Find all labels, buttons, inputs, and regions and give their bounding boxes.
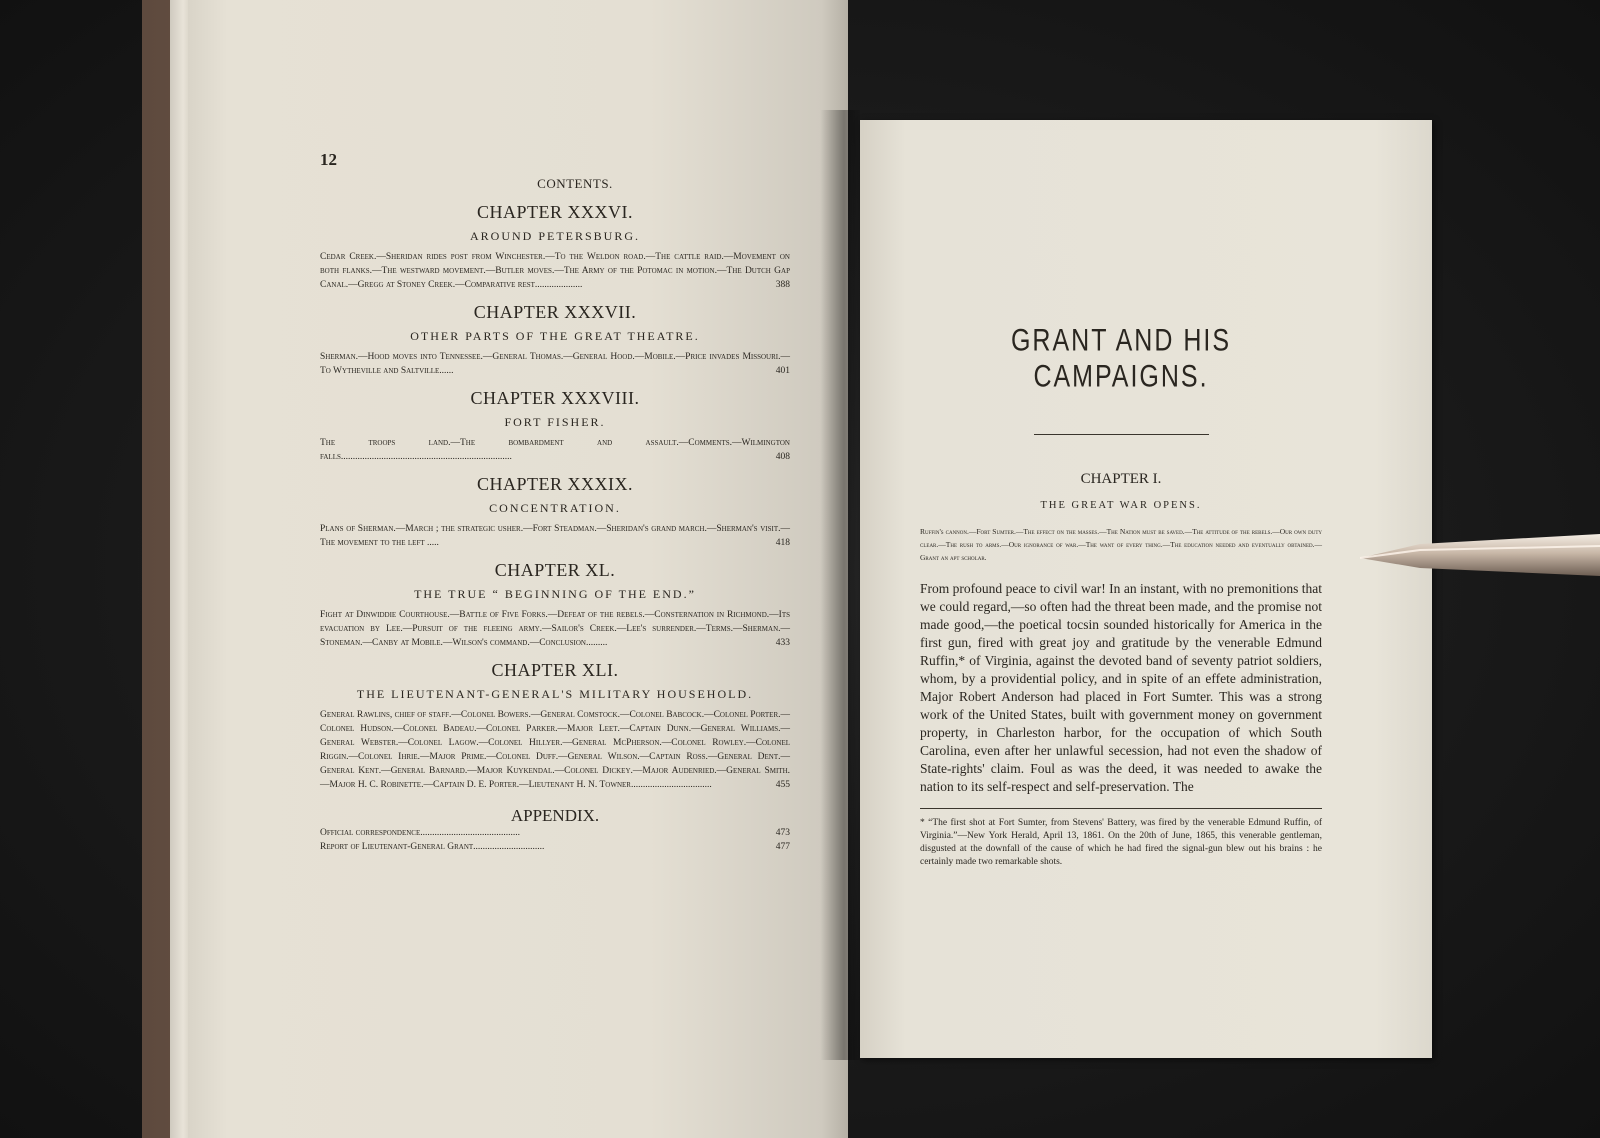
appendix-entry	[320, 840, 790, 854]
chapter-summary	[320, 350, 790, 378]
summary-text: Sherman.—Hood moves into Tennessee.—General Thomas.—General Hood.—Mobile.—Price invades Missouri.—To Wytheville and Saltville......	[320, 352, 790, 376]
chapter-title: CHAPTER XL.	[494, 560, 616, 580]
summary-text: General Rawlins, chief of staff.—Colonel Bowers.—General Comstock.—Colonel Babcock.—Colonel Porter.—Colonel Hudson.—Colonel Badeau.—Colonel Parker.—Major Leet.—Captain Dunn.—General Williams.—General Webster.—Colonel Lagow.—Colonel Hillyer.—General McPherson.—Colonel Rowley.—Colonel Riggin.—Colonel Ihrie.—Major Prime.—Colonel Duff.—General Wilson.—Captain Ross.—General Dent.—General Kent.—General Barnard.—Major Kuykendal.—Colonel Dickey.—Major Audenried.—General Smith.—Major H. C. Robinette.—Captain D. E. Porter.—Lieutenant H. N. Towner..................................	[320, 710, 790, 790]
chapter-subtitle: AROUND PETERSBURG.	[469, 229, 640, 243]
footnote: * “The first shot at Fort Sumter, from Stevens' Battery, was fired by the venerable Edmund Ruffin, of Virginia.”—New York Herald, April 13, 1861. On the 20th of June, 1865, this venerable gentleman, disgusted at the downfall of the cause of which he had fired the signal-gun blew out his brains : he certainly made two remarkable shots.	[920, 818, 1322, 867]
chapter-subtitle: CONCENTRATION.	[489, 501, 621, 515]
chapter-summary	[320, 708, 790, 792]
chapter-title: CHAPTER XLI.	[491, 660, 619, 680]
footnote-rule	[920, 808, 1322, 809]
chapter-entry	[320, 388, 790, 464]
chapter-summary: Ruffin's cannon.—Fort Sumter.—The effect on the masses.—The Nation must be saved.—The attitude of the rebels.—Our own duty clear.—The rush to arms.—Our ignorance of war.—The want of every thing.—The education needed and eventually obtained.—Grant an apt scholar.	[920, 527, 1322, 562]
body-text: From profound peace to civil war! In an instant, with no premonitions that we could regard,—so often had the threat been made, and the promise not made good,—the poetical tocsin sounded historically for America in the first gun, fired with great joy and gratitude by the venerable Edmund Ruffin,* of Virginia, against the devoted band of seventy patriot soldiers, whom, by a providential policy, and in spite of an effete administration, Major Robert Anderson had placed in Fort Sumter. This was a strong work of the United States, built with government money on government property, in Charleston harbor, for the occupation of which South Carolina, even after her unlawful secession, had not even the shadow of State-rights' claim. Foul as was the deed, it was needed to awake the nation to its self-respect and self-preservation. The	[920, 581, 1322, 794]
chapter-entry	[320, 202, 790, 292]
pen-pointer-icon	[1360, 528, 1600, 584]
title-rule	[1034, 434, 1209, 435]
chapter-summary	[320, 608, 790, 650]
chapter-summary	[320, 436, 790, 464]
chapter-title: CHAPTER XXXVII.	[473, 302, 637, 322]
chapter-title: CHAPTER XXXVI.	[476, 202, 633, 222]
page-ref: 473	[775, 828, 790, 838]
chapter-subtitle: THE TRUE “ BEGINNING OF THE END.”	[414, 587, 696, 601]
appendix-entry	[320, 826, 790, 840]
summary-text: Fight at Dinwiddie Courthouse.—Battle of Five Forks.—Defeat of the rebels.—Consternation in Richmond.—Its evacuation by Lee.—Pursuit of the fleeing army.—Sailor's Creek.—Lee's surrender.—Terms.—Sherman.—Stoneman.—Canby at Mobile.—Wilson's command.—Conclusion.........	[320, 610, 790, 648]
page-ref: 455	[775, 780, 790, 790]
chapter-subtitle: OTHER PARTS OF THE GREAT THEATRE.	[410, 329, 700, 343]
book-title: GRANT AND HIS CAMPAIGNS.	[1010, 322, 1232, 394]
chapter-title: CHAPTER I.	[1080, 471, 1162, 487]
chapter-subtitle: THE GREAT WAR OPENS.	[1040, 500, 1202, 511]
chapter-one-page	[920, 322, 1322, 869]
chapter-summary	[320, 250, 790, 292]
chapter-entry	[320, 660, 790, 792]
page-ref: 433	[775, 638, 790, 648]
page-ref: 418	[775, 538, 790, 548]
right-page	[860, 120, 1432, 1058]
summary-text: The troops land.—The bombardment and assault.—Comments.—Wilmington falls........................................................................	[320, 438, 790, 462]
page-ref: 388	[775, 280, 790, 290]
chapter-entry	[320, 302, 790, 378]
summary-text: Cedar Creek.—Sheridan rides post from Winchester.—To the Weldon road.—The cattle raid.—Movement on both flanks.—The westward movement.—Butler moves.—The Army of the Potomac in motion.—The Dutch Gap Canal.—Gregg at Stoney Creek.—Comparative rest....................	[320, 252, 790, 290]
gutter-shadow	[820, 110, 860, 1060]
appendix-label: Report of Lieutenant-General Grant..............................	[320, 842, 545, 852]
chapter-title: CHAPTER XXXIX.	[476, 474, 633, 494]
page-ref: 408	[775, 452, 790, 462]
chapter-entry	[320, 560, 790, 650]
page-ref: 401	[775, 366, 790, 376]
chapter-title: CHAPTER XXXVIII.	[470, 388, 640, 408]
chapter-subtitle: FORT FISHER.	[504, 415, 606, 429]
page-number: 12	[320, 150, 337, 169]
summary-text: Plans of Sherman.—March ; the strategic usher.—Fort Steadman.—Sheridan's grand march.—Sherman's visit.—The movement to the left .....	[320, 524, 790, 548]
contents-page	[320, 150, 790, 854]
chapter-entry	[320, 474, 790, 550]
chapter-summary	[320, 522, 790, 550]
appendix-label: Official correspondence..........................................	[320, 828, 520, 838]
contents-header: CONTENTS.	[537, 176, 613, 191]
page-ref: 477	[775, 842, 790, 852]
chapter-subtitle: THE LIEUTENANT-GENERAL'S MILITARY HOUSEHOLD.	[356, 687, 754, 701]
appendix-title: APPENDIX.	[510, 806, 600, 825]
